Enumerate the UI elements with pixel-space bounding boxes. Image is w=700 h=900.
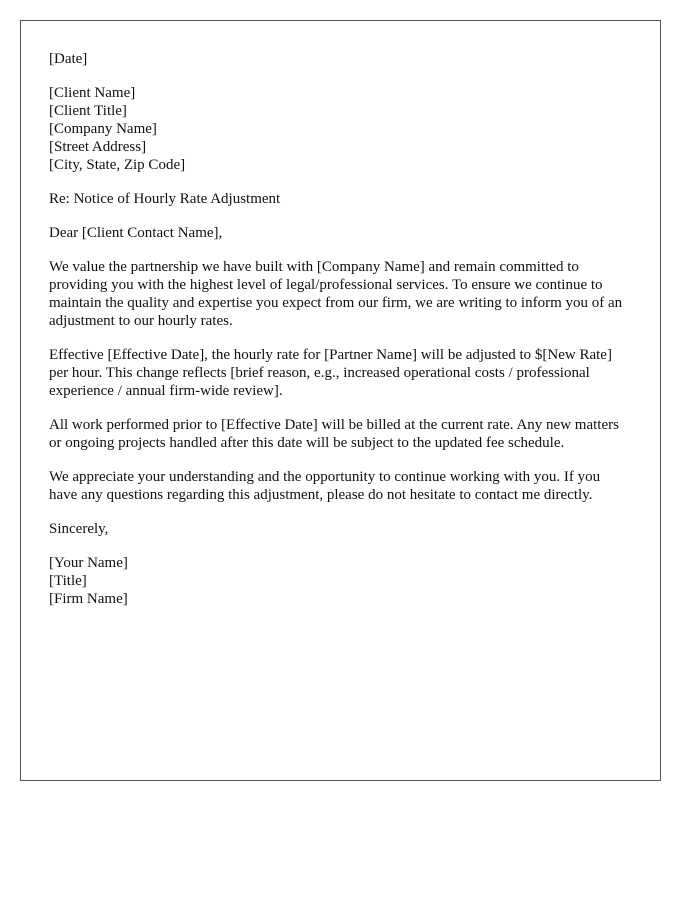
recipient-address	[49, 84, 632, 174]
body-paragraph-rate: Effective [Effective Date], the hourly rate for [Partner Name] will be adjusted to $[New Rate] per hour. This change reflects [brief reason, e.g., increased operational costs / professional experience / annual firm-wide review].	[49, 347, 612, 399]
letter-page	[20, 20, 661, 781]
recipient-name: [Client Name]	[49, 85, 136, 101]
recipient-city-state-zip: [City, State, Zip Code]	[49, 157, 186, 173]
signature-title: [Title]	[49, 573, 87, 589]
body-paragraph-billing: All work performed prior to [Effective Date] will be billed at the current rate. Any new matters or ongoing projects handled after this date will be subject to the updated fee schedule.	[49, 417, 619, 451]
signature-block	[49, 554, 632, 608]
body-paragraph-closing-note: We appreciate your understanding and the opportunity to continue working with you. If you have any questions regarding this adjustment, please do not hesitate to contact me directly.	[49, 469, 601, 503]
recipient-company: [Company Name]	[49, 121, 157, 137]
subject-line: Re: Notice of Hourly Rate Adjustment	[49, 191, 281, 207]
signature-firm: [Firm Name]	[49, 591, 128, 607]
recipient-title: [Client Title]	[49, 103, 127, 119]
recipient-street: [Street Address]	[49, 139, 147, 155]
date-text: [Date]	[49, 51, 88, 67]
salutation: Dear [Client Contact Name],	[49, 225, 223, 241]
body-paragraph-intro: We value the partnership we have built with [Company Name] and remain committed to providing you with the highest level of legal/professional services. To ensure we continue to maintain the quality and expertise you expect from our firm, we are writing to inform you of an adjustment to our hourly rates.	[49, 259, 623, 329]
closing: Sincerely,	[49, 521, 109, 537]
signature-name: [Your Name]	[49, 555, 128, 571]
letter-date	[49, 50, 632, 68]
